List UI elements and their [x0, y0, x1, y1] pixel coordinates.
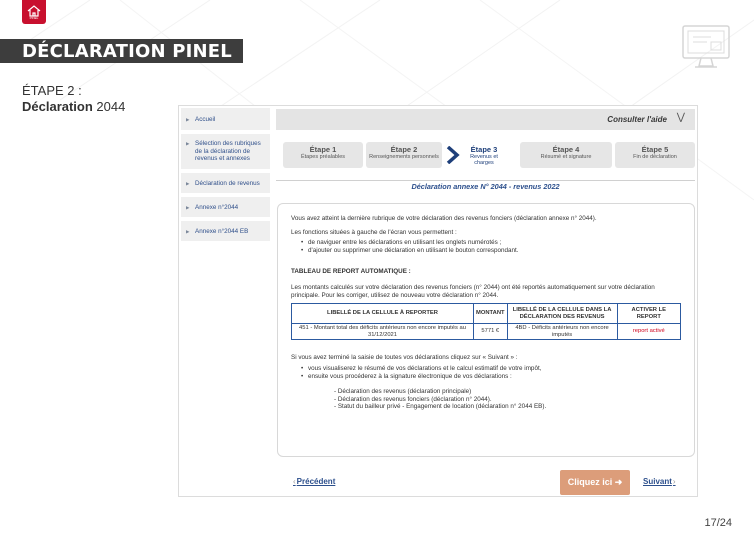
table-cell: 4BD - Déficits antérieurs non encore imputés	[507, 324, 617, 340]
finish-intro: Si vous avez terminé la saisie de toutes vos déclarations cliquez sur « Suivant » :	[291, 354, 518, 362]
step-2	[366, 142, 442, 168]
step-1	[283, 142, 363, 168]
sidebar-item-annexe-2044-eb[interactable]: ▶ Annexe n°2044 EB	[181, 221, 270, 241]
brand-logo	[22, 0, 46, 24]
step-4-name: Étape 4	[552, 145, 580, 154]
step-3-desc: Revenus et charges	[470, 154, 498, 167]
list-item: • ensuite vous procéderez à la signature électronique de vos déclarations :	[301, 373, 682, 381]
table-cell: 5771 €	[474, 324, 508, 340]
table-cell: 451 - Montant total des déficits antérieurs non encore imputés au 31/12/2021	[292, 324, 474, 340]
form-subtitle: Déclaration annexe N° 2044 - revenus 2022	[411, 182, 560, 191]
click-here-label[interactable]: Cliquez ici	[567, 477, 613, 487]
slide-title: DÉCLARATION PINEL	[22, 41, 232, 62]
column-header: LIBELLÉ DE LA CELLULE DANS LA DÉCLARATION DES REVENUS	[507, 304, 617, 324]
step-prefix: ÉTAPE 2 :	[22, 83, 82, 98]
step-name	[22, 99, 125, 115]
step-3-name: Étape 3	[470, 145, 498, 154]
help-label[interactable]: Consulter l'aide	[607, 115, 667, 124]
previous-link[interactable]	[293, 477, 335, 486]
list-item: • d'ajouter ou supprimer une déclaration en utilisant le bouton correspondant.	[301, 247, 682, 255]
sidebar-item-declaration-revenus[interactable]: ▶ Déclaration de revenus	[181, 173, 270, 193]
click-here-button[interactable]	[560, 470, 630, 495]
chevron-left-icon: ‹	[293, 477, 296, 486]
chevron-right-icon: ›	[672, 477, 676, 486]
tax-form-screenshot	[178, 105, 698, 497]
table-row	[292, 324, 681, 340]
step-3	[462, 142, 506, 168]
table-heading: TABLEAU DE REPORT AUTOMATIQUE :	[291, 268, 411, 276]
report-table	[291, 303, 681, 340]
sidebar-item-selection-rubriques[interactable]: ▶ Sélection des rubriques de la déclaration de revenus et annexes	[181, 134, 270, 169]
step-4-desc: Résumé et signature	[540, 154, 592, 160]
previous-label[interactable]: Précédent	[296, 477, 336, 486]
content-panel	[277, 203, 695, 457]
double-chevron-down-icon[interactable]: ⋁	[676, 112, 685, 123]
sidebar	[181, 108, 270, 245]
list-item: • vous visualiserez le résumé de vos déclarations et le calcul estimatif de votre impôt,	[301, 365, 682, 373]
computer-icon	[681, 24, 733, 72]
step-label	[22, 83, 125, 115]
arrow-right-icon: ➜	[614, 477, 623, 487]
step-2-name: Étape 2	[390, 145, 418, 154]
list-item: • de naviguer entre les déclarations en utilisant les onglets numérotés ;	[301, 239, 682, 247]
dash-item: - Statut du bailleur privé - Engagement de location (déclaration n° 2044 EB).	[334, 403, 547, 411]
progress-steps	[276, 136, 695, 176]
column-header: ACTIVER LE REPORT	[617, 304, 680, 324]
finish-list	[301, 365, 682, 380]
next-label[interactable]: Suivant	[643, 477, 672, 486]
table-header-row	[292, 304, 681, 324]
sidebar-item-annexe-2044[interactable]: ▶ Annexe n°2044	[181, 197, 270, 217]
step-5	[615, 142, 695, 168]
dash-item: - Déclaration des revenus fonciers (déclaration n° 2044).	[334, 395, 492, 403]
step-name-rest: 2044	[92, 99, 126, 114]
column-header: LIBELLÉ DE LA CELLULE À REPORTER	[292, 304, 474, 324]
step-5-desc: Fin de déclaration	[633, 154, 677, 160]
functions-intro: Les fonctions situées à gauche de l'écran vous permettent :	[291, 228, 457, 236]
activate-report-toggle[interactable]: report activé	[617, 324, 680, 340]
step-1-desc: Étapes préalables	[300, 154, 346, 160]
step-2-desc: Renseignements personnels	[369, 154, 439, 160]
step-name-bold: Déclaration	[22, 99, 93, 114]
page-number: 17/24	[704, 517, 732, 529]
house-icon	[27, 5, 41, 17]
next-link[interactable]	[643, 477, 676, 486]
subtitle-divider	[276, 180, 695, 181]
step-4	[520, 142, 612, 168]
step-1-name: Étape 1	[309, 145, 337, 154]
intro-text: Vous avez atteint la dernière rubrique de votre déclaration des revenus fonciers (déclaration annexe n° 2044).	[291, 215, 597, 222]
slide-title-bar	[0, 39, 243, 63]
table-intro: Les montants calculés sur votre déclaration des revenus fonciers (n° 2044) ont été reportés automatiquement sur votre déclaration principale. Pour les corriger, utilisez de nouveau votre déclaration n° 2044.	[291, 283, 655, 299]
current-step-arrow-icon	[446, 146, 460, 164]
logo-text: PINEL	[29, 15, 39, 20]
step-5-name: Étape 5	[641, 145, 669, 154]
column-header: MONTANT	[474, 304, 508, 324]
dash-item: - Déclaration des revenus (déclaration principale)	[334, 388, 472, 396]
help-bar[interactable]	[276, 109, 695, 130]
sidebar-item-accueil[interactable]: ▶ Accueil	[181, 108, 270, 130]
functions-list	[301, 239, 682, 254]
